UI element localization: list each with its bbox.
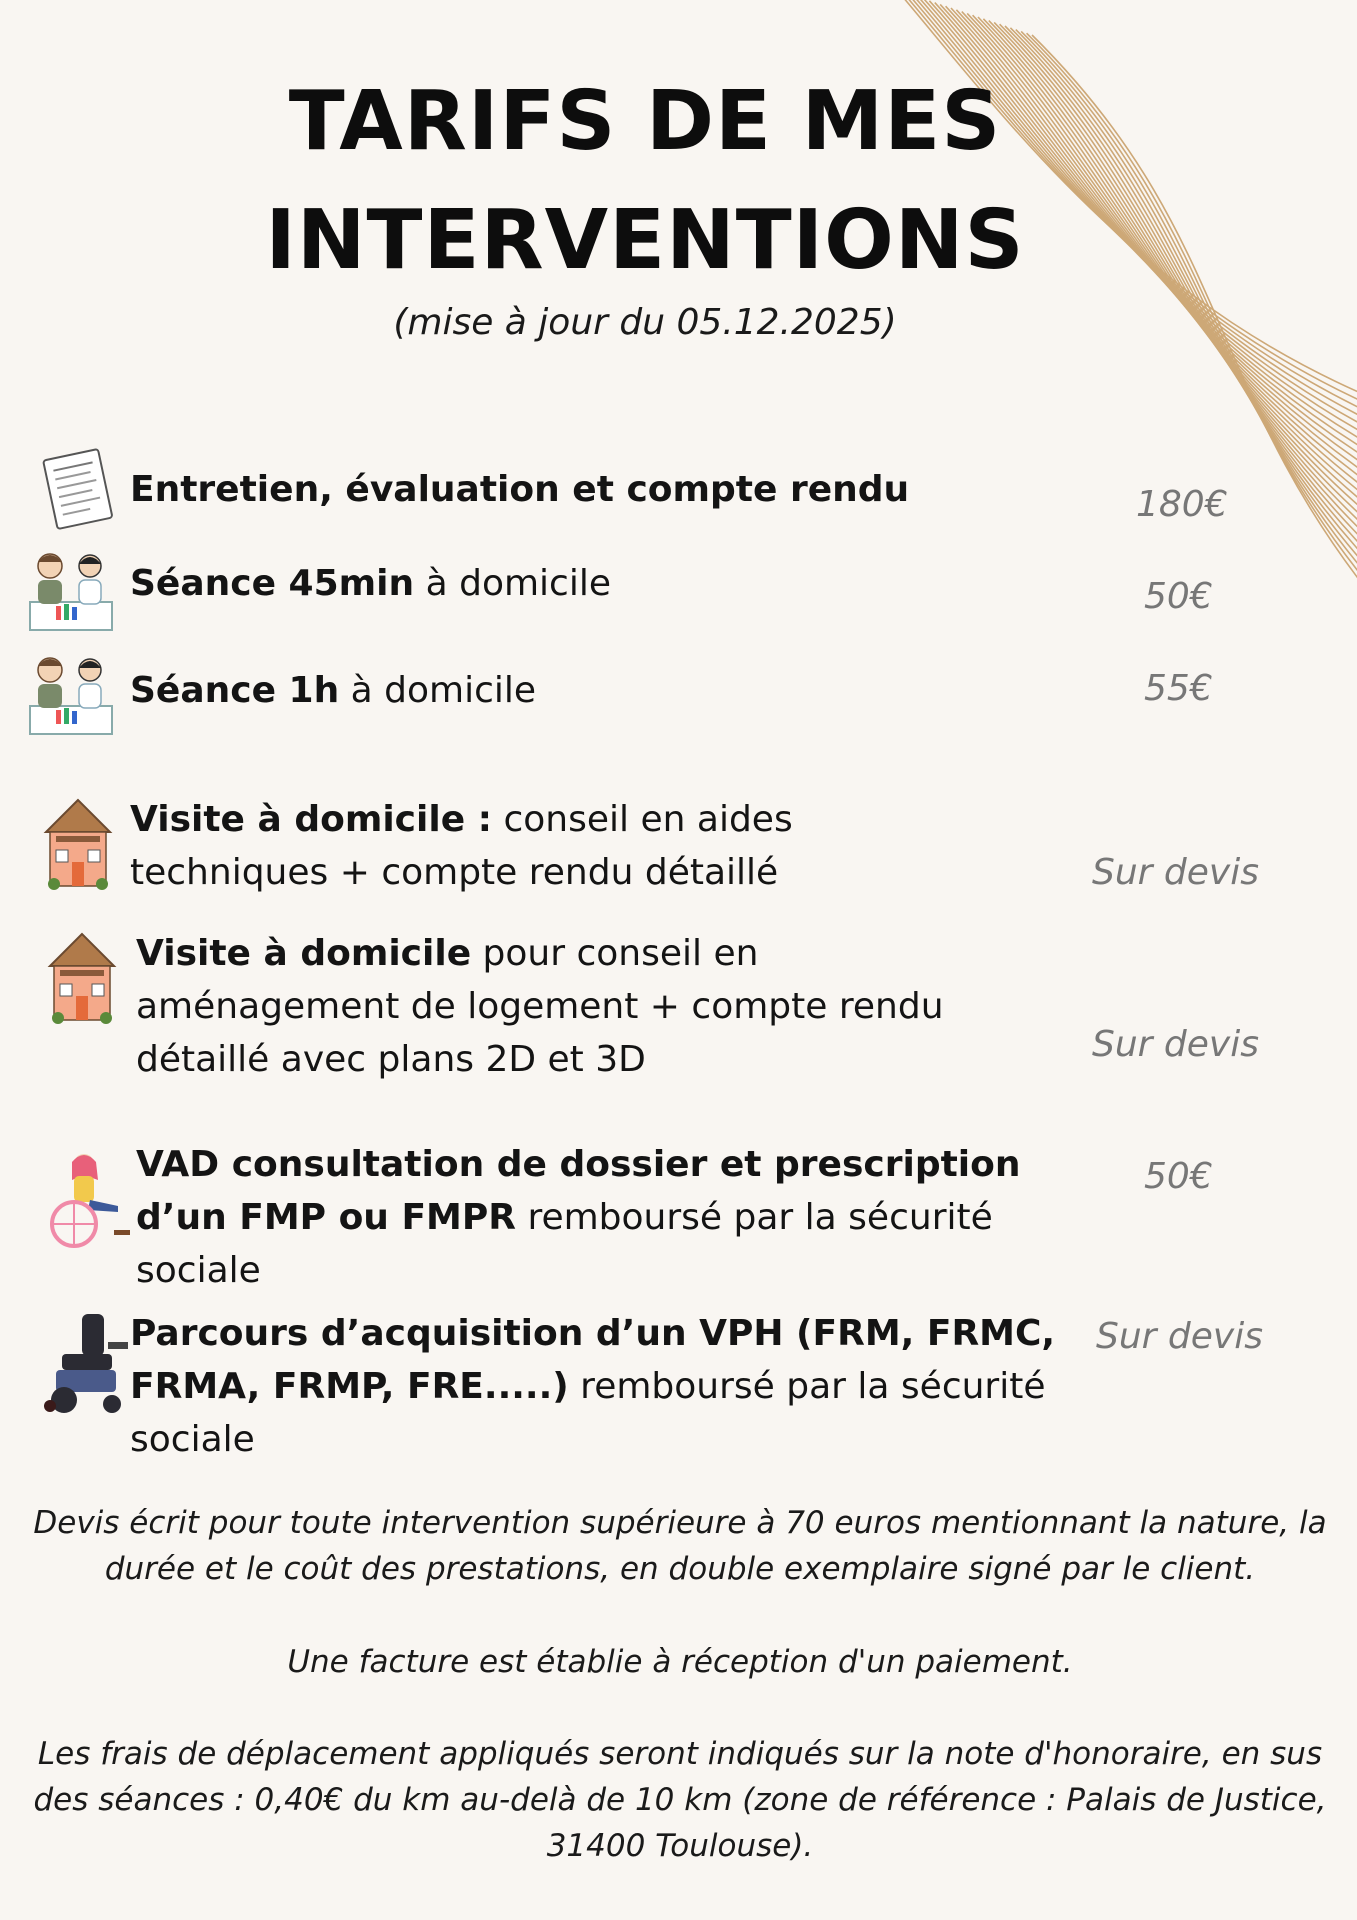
power-wheelchair-icon	[42, 1310, 132, 1416]
page-title	[0, 62, 1290, 300]
item-label-text: à domicile	[414, 563, 611, 604]
invoice-notice: Une facture est établie à réception d'un paiement.	[287, 1644, 1073, 1680]
item-label-bold: Entretien, évaluation et compte rendu	[130, 469, 910, 510]
item-label-bold: Séance 1h	[130, 670, 340, 711]
wheelchair-user-icon	[44, 1150, 134, 1250]
item-label	[130, 1307, 1060, 1466]
update-date: (mise à jour du 05.12.2025)	[393, 302, 897, 343]
item-price: Sur devis	[1092, 1024, 1259, 1065]
item-label-text: à domicile	[339, 670, 537, 711]
house-icon	[42, 796, 114, 892]
item-label-text: pour conseil en aménagement de logement + compte rendu détaillé avec plans 2D et 3D	[136, 933, 944, 1080]
item-label-bold: Séance 45min	[130, 563, 415, 604]
item-label-bold: Parcours d’acquisition d’un VPH (FRM, FRMC, FRMA, FRMP, FRE.....)	[130, 1313, 1056, 1407]
title-line-2: INTERVENTIONS	[265, 193, 1025, 288]
item-label-text: remboursé par la sécurité sociale	[130, 1366, 1046, 1460]
travel-fees-notice: Les frais de déplacement appliqués seront indiqués sur la note d'honoraire, en sus des séances : 0,40€ du km au-delà de 10 km (zone de référence : Palais de Justice, 31400 Toulouse).	[33, 1736, 1327, 1864]
item-price: Sur devis	[1096, 1316, 1263, 1357]
item-label	[130, 557, 950, 610]
item-label-bold: Visite à domicile :	[130, 799, 493, 840]
item-label-text: conseil en aides techniques + compte rendu détaillé	[130, 799, 793, 893]
house-icon	[46, 930, 118, 1026]
title-line-1: TARIFS DE MES	[288, 74, 1002, 169]
item-label	[130, 664, 950, 717]
item-label-bold: Visite à domicile	[136, 933, 472, 974]
item-price: 50€	[1144, 576, 1213, 617]
document-icon	[36, 448, 120, 532]
item-label	[130, 463, 950, 516]
item-price: 55€	[1144, 668, 1213, 709]
therapy-session-icon	[26, 544, 116, 634]
therapy-session-icon	[26, 648, 116, 738]
item-price: 50€	[1144, 1156, 1213, 1197]
item-price: Sur devis	[1092, 852, 1259, 893]
item-label	[130, 793, 870, 899]
item-label-text: remboursé par la sécurité sociale	[136, 1197, 993, 1291]
item-label-bold: VAD consultation de dossier et prescription d’un FMP ou FMPR	[136, 1144, 1021, 1238]
quote-notice: Devis écrit pour toute intervention supérieure à 70 euros mentionnant la nature, la durée et le coût des prestations, en double exemplaire signé par le client.	[33, 1505, 1327, 1587]
item-label	[136, 927, 1016, 1086]
item-label	[136, 1138, 1056, 1297]
item-price: 180€	[1136, 484, 1228, 525]
